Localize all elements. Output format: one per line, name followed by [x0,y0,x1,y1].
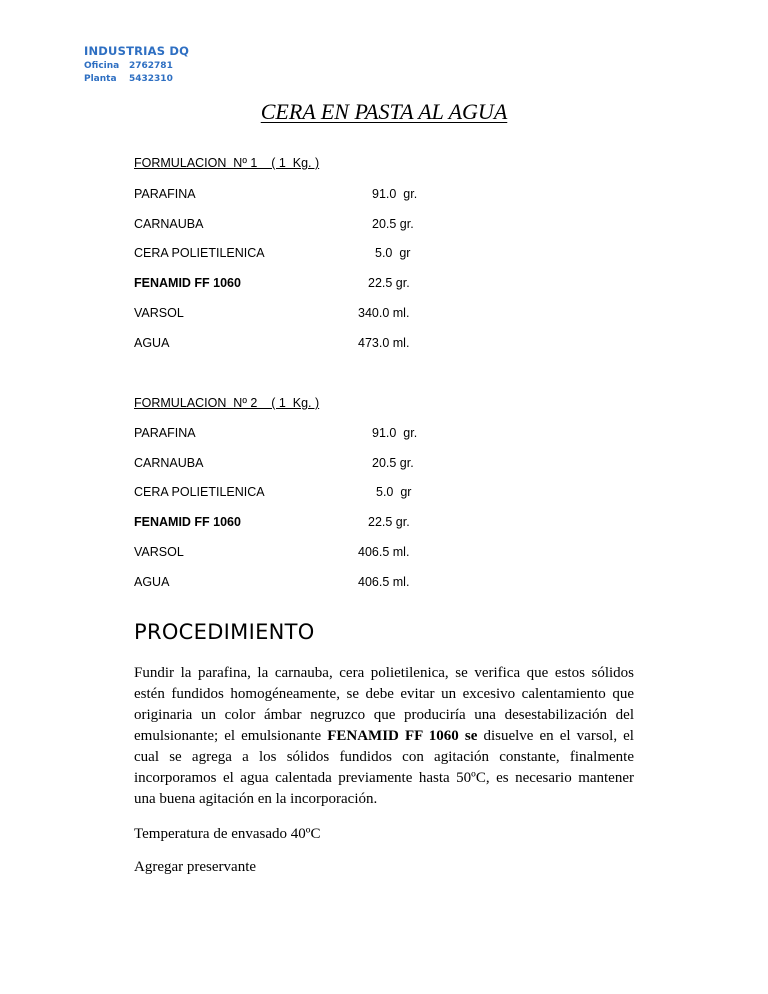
plant-line [84,74,189,84]
formulation-1 [134,156,418,350]
ingredient-row [134,246,454,264]
ingredient-name: CARNAUBA [134,217,204,231]
document-title: CERA EN PASTA AL AGUA [260,99,508,124]
procedure-text-after: disuelve en el varsol, el cual se agrega a los sólidos fundidos con agitación constante, finalmente incorporamos el agua calentada previamente hasta 50ºC, es necesario mantener una buena agitación en la incorporación. [134,728,634,807]
ingredient-quantity: 20.5 gr. [372,456,414,470]
ingredient-name: VARSOL [134,545,184,559]
procedure-text-before: Fundir la parafina, la carnauba, cera polietilenica, se verifica que estos sólidos estén fundidos homogéneamente, se debe evitar un excesivo calentamiento que originaria un color ámbar negruzco que produciría una desestabilización del emulsionante; el emulsionante [134,665,634,744]
office-label: Oficina [84,61,120,71]
formulation-heading: FORMULACION Nº 1 ( 1 Kg. ) [134,156,320,170]
ingredient-quantity: 406.5 ml. [358,545,410,559]
formulation-heading: FORMULACION Nº 2 ( 1 Kg. ) [134,396,320,410]
ingredient-name: FENAMID FF 1060 [134,515,241,529]
ingredient-row [134,515,454,533]
ingredient-quantity: 20.5 gr. [372,217,414,231]
company-header [84,44,189,84]
ingredient-row [134,187,454,205]
ingredient-row [134,217,454,235]
company-name: INDUSTRIAS DQ [84,44,190,58]
ingredient-name: PARAFINA [134,426,196,440]
ingredient-name: VARSOL [134,306,184,320]
ingredient-quantity: 22.5 gr. [368,515,410,529]
procedure-paragraph [134,663,634,810]
plant-phone: 5432310 [129,74,173,84]
ingredient-quantity: 5.0 gr [376,485,412,499]
temperature-note: Temperatura de envasado 40ºC [134,826,321,842]
ingredient-row [134,426,454,444]
ingredient-name: AGUA [134,336,170,350]
ingredient-name: PARAFINA [134,187,196,201]
office-phone: 2762781 [129,61,173,71]
office-line [84,61,189,71]
procedure-heading: PROCEDIMIENTO [134,620,315,644]
ingredient-name: CERA POLIETILENICA [134,485,265,499]
preservative-note: Agregar preservante [134,859,257,875]
ingredient-row [134,336,454,354]
ingredient-name: CARNAUBA [134,456,204,470]
ingredient-name: CERA POLIETILENICA [134,246,265,260]
ingredient-quantity: 22.5 gr. [368,276,410,290]
ingredient-row [134,276,454,294]
ingredient-quantity: 340.0 ml. [358,306,410,320]
formulation-2 [134,396,418,589]
ingredient-row [134,456,454,474]
ingredient-name: FENAMID FF 1060 [134,276,241,290]
ingredient-row [134,306,454,324]
ingredient-row [134,485,454,503]
plant-label: Planta [84,74,117,84]
ingredient-quantity: 473.0 ml. [358,336,410,350]
ingredient-quantity: 5.0 gr [375,246,411,260]
procedure-text-bold: FENAMID FF 1060 se [327,728,478,744]
ingredient-row [134,575,454,593]
ingredient-quantity: 406.5 ml. [358,575,410,589]
ingredient-name: AGUA [134,575,170,589]
ingredient-quantity: 91.0 gr. [372,426,418,440]
ingredient-row [134,545,454,563]
ingredient-quantity: 91.0 gr. [372,187,418,201]
